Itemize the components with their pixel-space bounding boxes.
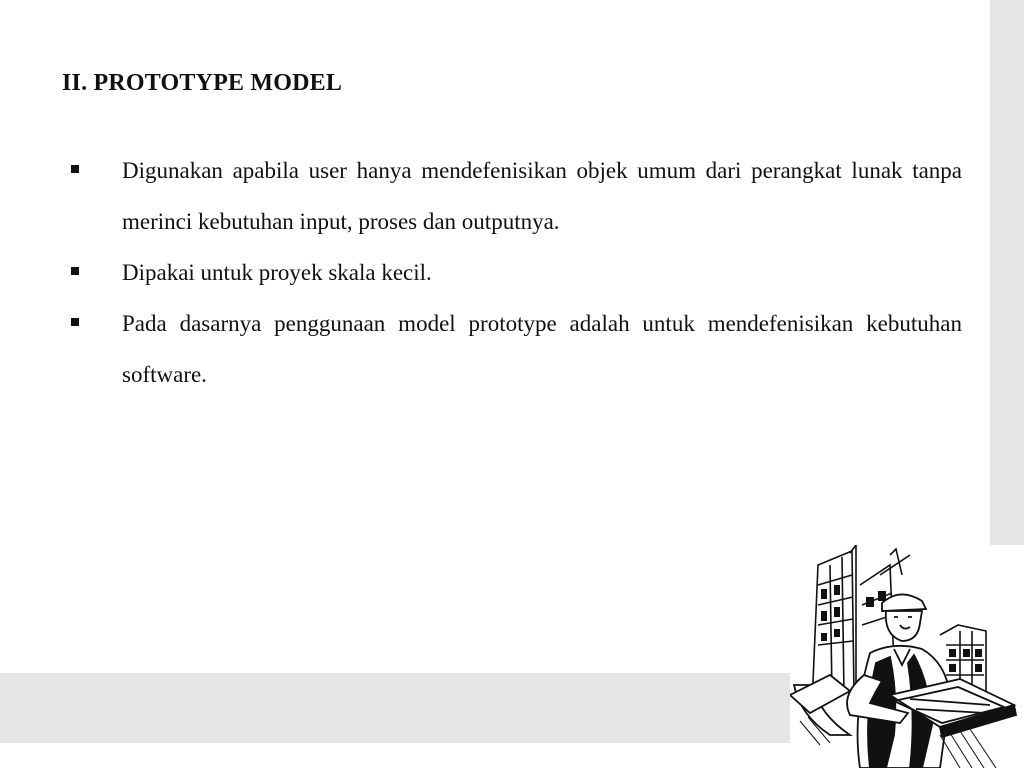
square-bullet-icon (66, 247, 122, 298)
bullet-text: Digunakan apabila user hanya mendefenisikan objek umum dari perangkat lunak tanpa merinci kebutuhan input, proses dan outputnya. (122, 158, 962, 234)
bullet-item (66, 145, 962, 247)
bullet-text: Dipakai untuk proyek skala kecil. (122, 260, 432, 285)
square-bullet-icon (66, 145, 122, 196)
bullet-list (66, 145, 962, 400)
construction-worker-sketch-icon (790, 545, 1024, 768)
square-bullet-icon (66, 298, 122, 349)
bullet-item (66, 298, 962, 400)
slide-title: II. PROTOTYPE MODEL (62, 70, 343, 96)
bullet-text: Pada dasarnya penggunaan model prototype adalah untuk mendefenisikan kebutuhan software. (122, 311, 962, 387)
bullet-item (66, 247, 962, 298)
